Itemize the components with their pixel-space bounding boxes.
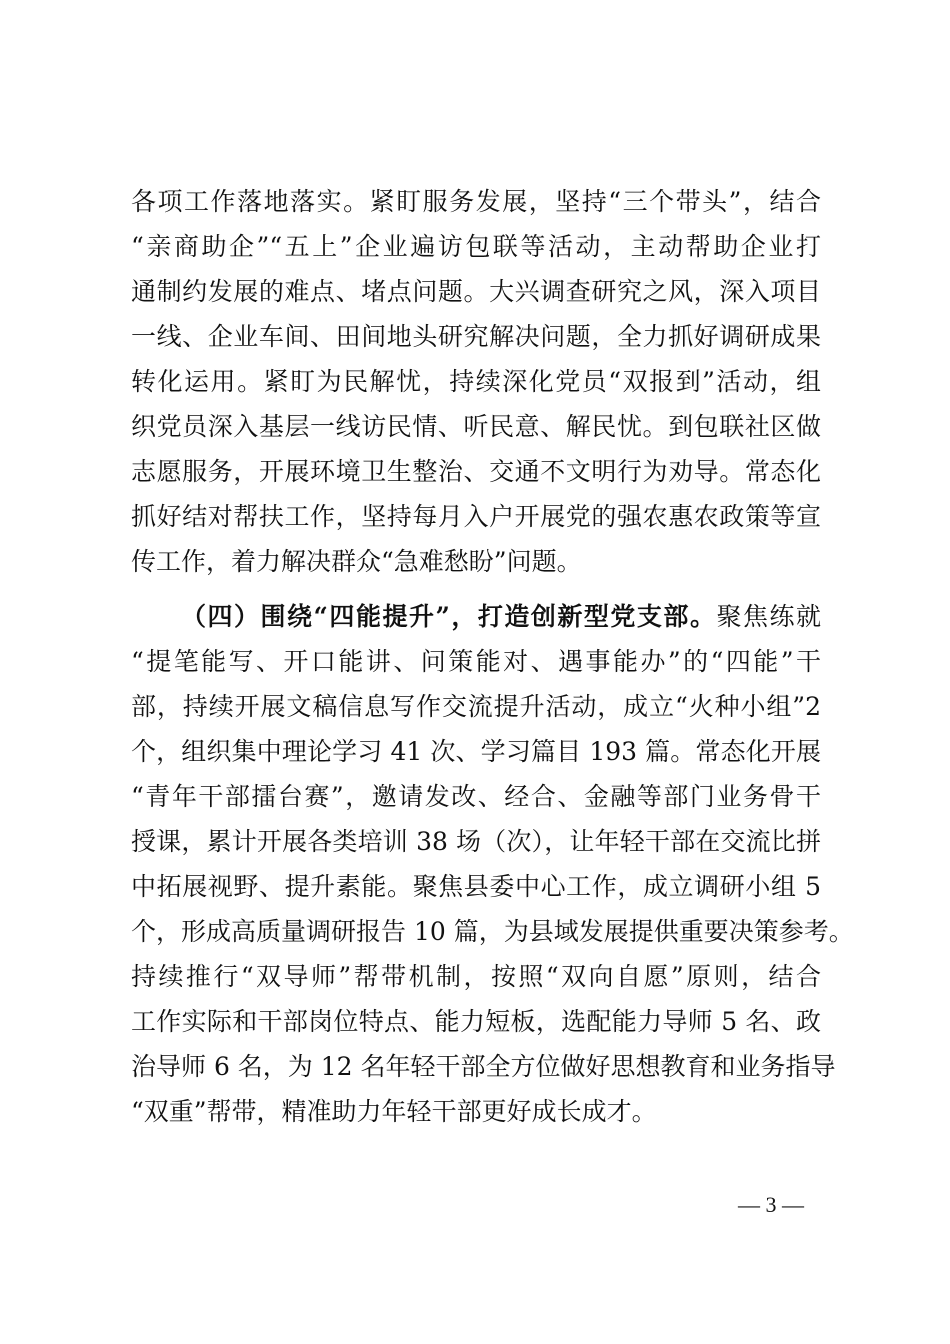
text-line: “青年干部擂台赛”，邀请发改、经合、金融等部门业务骨干 <box>131 782 821 811</box>
text-line: 部，持续开展文稿信息写作交流提升活动，成立“火种小组”2 <box>131 692 821 721</box>
text-line: 个，形成高质量调研报告 10 篇，为县域发展提供重要决策参考。 <box>131 917 854 946</box>
text-line: 各项工作落地落实。紧盯服务发展，坚持“三个带头”，结合 <box>131 187 821 216</box>
text-line: 志愿服务，开展环境卫生整治、交通不文明行为劝导。常态化 <box>131 457 821 486</box>
text-line: 工作实际和干部岗位特点、能力短板，选配能力导师 5 名、政 <box>131 1007 821 1036</box>
text-line: 转化运用。紧盯为民解忧，持续深化党员“双报到”活动，组 <box>131 367 821 396</box>
text-line: 织党员深入基层一线访民情、听民意、解民忧。到包联社区做 <box>131 412 821 441</box>
text-line: “亲商助企”“五上”企业遍访包联等活动，主动帮助企业打 <box>131 232 821 261</box>
text-line: 持续推行“双导师”帮带机制，按照“双向自愿”原则，结合 <box>131 962 821 991</box>
section-heading: （四）围绕“四能提升”，打造创新型党支部。 <box>181 602 717 631</box>
text-line: 通制约发展的难点、堵点问题。大兴调查研究之风，深入项目 <box>131 277 821 306</box>
text-line: 一线、企业车间、田间地头研究解决问题，全力抓好调研成果 <box>131 322 821 351</box>
section-first-line <box>181 602 821 632</box>
text-fragment: 聚焦练就 <box>716 602 821 631</box>
text-line: 中拓展视野、提升素能。聚焦县委中心工作，成立调研小组 5 <box>131 872 821 901</box>
text-line: “双重”帮带，精准助力年轻干部更好成长成才。 <box>131 1097 657 1126</box>
text-line: 治导师 6 名，为 12 名年轻干部全方位做好思想教育和业务指导 <box>131 1052 836 1081</box>
text-line: 抓好结对帮扶工作，坚持每月入户开展党的强农惠农政策等宣 <box>131 502 821 531</box>
text-line: 个，组织集中理论学习 41 次、学习篇目 193 篇。常态化开展 <box>131 737 821 766</box>
text-line: “提笔能写、开口能讲、问策能对、遇事能办”的“四能”干 <box>131 647 821 676</box>
text-line: 传工作，着力解决群众“急难愁盼”问题。 <box>131 547 582 576</box>
text-line: 授课，累计开展各类培训 38 场（次），让年轻干部在交流比拼 <box>131 827 821 856</box>
page-number: — 3 — <box>738 1192 804 1217</box>
